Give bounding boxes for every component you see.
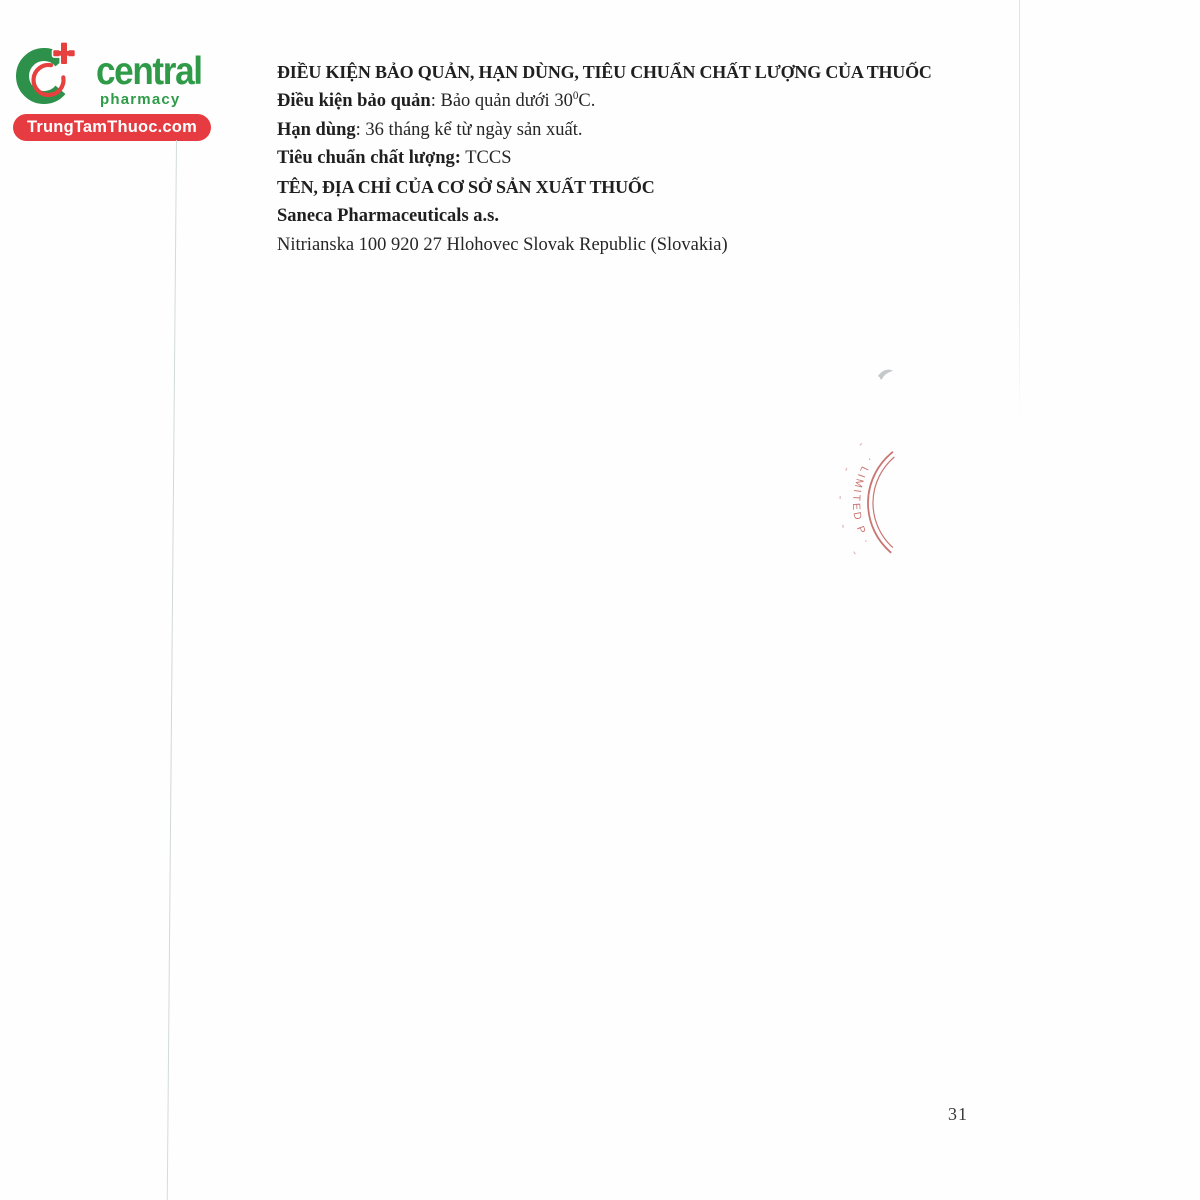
logo-subtitle-text: pharmacy: [100, 91, 181, 108]
quality-line: [277, 144, 957, 173]
shelflife-value: : 36 tháng kể từ ngày sản xuất.: [355, 119, 583, 140]
right-page-edge-line: [1019, 0, 1020, 420]
pharmacy-logo-mark-icon: [12, 36, 90, 110]
storage-label: Điều kiện bảo quản: [277, 90, 431, 111]
manufacturer-address: Nitrianska 100 920 27 Hlohovec Slovak Republic (Slovakia): [277, 234, 728, 255]
shelflife-label: Hạn dùng: [277, 119, 356, 140]
storage-superscript: 0: [572, 89, 579, 102]
storage-value: : Bảo quản dưới 30: [430, 90, 573, 111]
storage-line: [277, 87, 957, 116]
svg-text:· LIMITED P ·: [850, 454, 876, 547]
left-page-edge-line: [167, 140, 178, 1200]
quality-value: TCCS: [460, 148, 512, 169]
stamp-text: · LIMITED P ·: [849, 454, 876, 548]
scan-smudge: [876, 366, 896, 382]
manufacturer-name: [277, 202, 957, 231]
central-pharmacy-logo: [12, 34, 222, 146]
logo-brand-text: central: [96, 50, 202, 93]
page-number: 31: [948, 1104, 968, 1124]
logo-banner: TrungTamThuoc.com: [13, 114, 211, 141]
heading-manufacturer: TÊN, ĐỊA CHỈ CỦA CƠ SỞ SẢN XUẤT THUỐC: [277, 177, 655, 198]
shelflife-line: [277, 116, 957, 145]
manufacturer-name-text: Saneca Pharmaceuticals a.s.: [277, 205, 499, 226]
heading-storage-conditions: ĐIỀU KIỆN BẢO QUẢN, HẠN DÙNG, TIÊU CHUẨN CHẤT LƯỢNG CỦA THUỐC: [277, 62, 932, 82]
doc-text-block: [277, 58, 957, 260]
storage-after: C.: [578, 90, 596, 111]
limited-stamp: [828, 433, 948, 568]
quality-label: Tiêu chuẩn chất lượng:: [277, 148, 461, 169]
